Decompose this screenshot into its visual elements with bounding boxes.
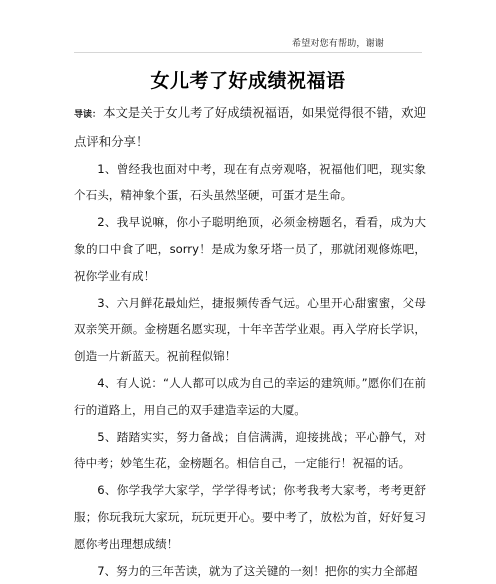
intro-label: 导读： [74, 110, 102, 120]
header-divider [74, 52, 422, 53]
paragraph-7: 7、努力的三年苦读，就为了这关键的一刻！把你的实力全部超 [97, 563, 418, 578]
paragraph-2: 2、我早说嘛，你小子聪明绝顶，必须金榜题名，看看，成为大象的口中食了吧，sorry！是成为象牙塔一员了，那就闭观修炼吧，祝你学业有成！ [74, 215, 426, 283]
header-note: 希望对您有帮助，谢谢 [292, 39, 385, 49]
intro-text: 本文是关于女儿考了好成绩祝福语，如果觉得很不错，欢迎点评和分享！ [74, 105, 426, 149]
paragraph-4: 4、有人说：“人人都可以成为自己的幸运的建筑师。”愿你们在前行的道路上，用自己的双手建造幸运的大厦。 [74, 375, 426, 417]
intro-paragraph [74, 100, 426, 156]
paragraph-3: 3、六月鲜花最灿烂，捷报频传香气远。心里开心甜蜜蜜，父母双亲笑开颜。金榜题名愿实现，十年辛苦学业艰。再入学府长学识，创造一片新蓝天。祝前程似锦！ [74, 295, 426, 364]
paragraph-5: 5、踏踏实实，努力备战；自信满满，迎接挑战；平心静气，对待中考；妙笔生花，金榜题名。相信自己，一定能行！祝福的话。 [74, 429, 426, 471]
paragraph-1: 1、曾经我也面对中考，现在有点旁观咯，祝福他们吧，现实象个石头，精神象个蛋，石头虽然坚硬，可蛋才是生命。 [74, 161, 426, 203]
paragraph-6: 6、你学我学大家学，学学得考试；你考我考大家考，考考更舒服；你玩我玩大家玩，玩玩更开心。要中考了，放松为首，好好复习愿你考出理想成绩！ [74, 483, 426, 551]
page-title: 女儿考了好成绩祝福语 [150, 70, 346, 92]
article-body [74, 100, 426, 584]
